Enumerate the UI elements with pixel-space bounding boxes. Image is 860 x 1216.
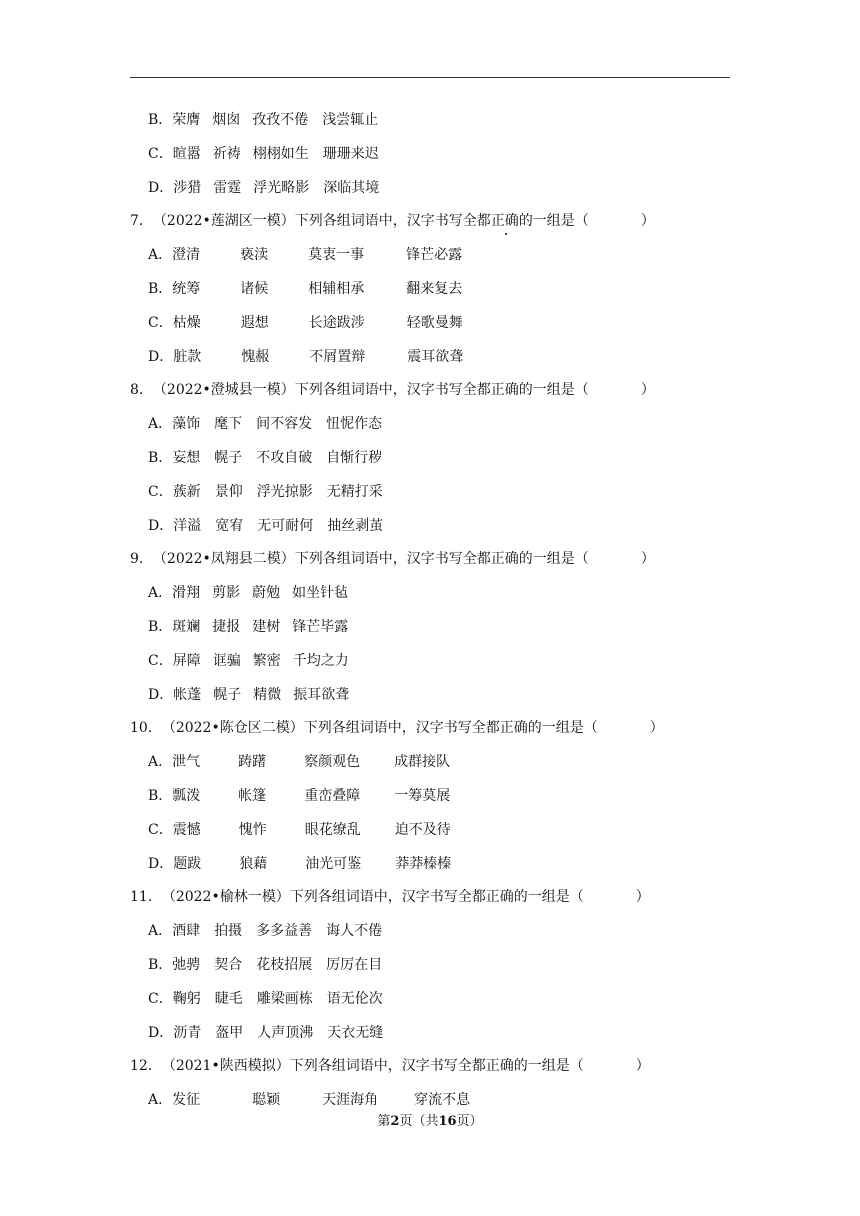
option-label: B． xyxy=(148,450,173,466)
question-stem xyxy=(130,880,650,914)
answer-option xyxy=(148,306,463,340)
option-word: 相辅相承 xyxy=(308,281,365,297)
footer-total-pages: 16 xyxy=(438,1114,457,1129)
option-word: 遐想 xyxy=(240,314,269,331)
option-word: 浮光掠影 xyxy=(256,483,313,500)
option-word: 契合 xyxy=(214,957,243,973)
question-source: （2022•凤翔县二模） xyxy=(152,551,295,568)
option-word: 眼花缭乱 xyxy=(304,821,361,838)
option-word: 长途跋涉 xyxy=(308,314,365,331)
option-word: 烟囱 xyxy=(212,112,241,128)
question-number: 10． xyxy=(130,720,162,737)
option-word: 孜孜不倦 xyxy=(252,112,309,128)
option-word: 洋溢 xyxy=(173,517,202,534)
answer-blank-close: ） xyxy=(649,720,664,737)
option-label: A． xyxy=(148,754,173,771)
option-word: 语无伦次 xyxy=(326,990,383,1007)
option-word: 诓骗 xyxy=(212,652,241,669)
option-word: 聪颖 xyxy=(252,1092,281,1109)
option-word: 轻歌曼舞 xyxy=(406,314,463,331)
option-word: 祈祷 xyxy=(212,145,241,162)
answer-option xyxy=(148,441,382,475)
option-word: 蔚勉 xyxy=(252,585,281,602)
question-source: （2022•莲湖区一模） xyxy=(152,213,295,230)
option-label: A． xyxy=(148,247,173,264)
option-word: 荣膺 xyxy=(172,112,201,128)
option-word: 景仰 xyxy=(214,483,243,500)
option-word: 发征 xyxy=(172,1092,201,1109)
option-word: 宽宥 xyxy=(215,517,244,534)
option-word: 涉猎 xyxy=(173,179,202,196)
option-word: 拍摄 xyxy=(214,923,243,940)
option-word: 建树 xyxy=(252,619,281,635)
option-word: 斑斓 xyxy=(172,619,201,635)
answer-option xyxy=(148,847,451,881)
option-word: 屏障 xyxy=(172,652,201,669)
option-word: 题跋 xyxy=(173,855,202,872)
page-footer xyxy=(0,1110,860,1129)
option-label: A． xyxy=(148,1092,173,1109)
answer-option xyxy=(148,576,348,610)
option-word: 忸怩作态 xyxy=(326,416,383,433)
option-word: 幌子 xyxy=(214,450,243,466)
answer-option xyxy=(148,1016,383,1050)
option-word: 千均之力 xyxy=(292,652,349,669)
option-word: 诲人不倦 xyxy=(326,923,383,940)
answer-option xyxy=(148,171,379,205)
question-stem xyxy=(130,1049,650,1083)
question-stem xyxy=(130,373,655,407)
option-word: 自惭行秽 xyxy=(326,450,383,466)
option-word: 莽莽榛榛 xyxy=(395,855,452,872)
footer-page-number: 2 xyxy=(390,1114,400,1129)
option-word: 锋芒毕露 xyxy=(292,619,349,635)
option-word: 栩栩如生 xyxy=(252,145,309,162)
option-word: 脏款 xyxy=(173,348,202,365)
option-word: 愧赧 xyxy=(241,348,270,365)
option-word: 愧怍 xyxy=(238,821,267,838)
option-label: D． xyxy=(148,348,174,365)
question-text-emphasis: 正确 xyxy=(491,204,519,238)
option-word: 迫不及待 xyxy=(394,821,451,838)
option-label: D． xyxy=(148,517,174,534)
answer-option xyxy=(148,745,450,779)
option-word: 不攻自破 xyxy=(256,450,313,466)
option-word: 人声顶沸 xyxy=(257,1024,314,1041)
option-word: 帐篷 xyxy=(238,788,267,804)
option-word: 酒肆 xyxy=(172,923,201,940)
answer-blank-close: ） xyxy=(635,1058,650,1075)
answer-option xyxy=(148,982,383,1016)
answer-option xyxy=(148,238,462,272)
option-word: 震憾 xyxy=(172,821,201,838)
option-word: 浅尝辄止 xyxy=(322,112,379,128)
question-text: 下列各组词语中，汉字书写全都正确的一组是（ xyxy=(294,382,589,399)
answer-blank-close: ） xyxy=(640,213,655,230)
question-text: 下列各组词语中，汉字书写全都 xyxy=(294,213,491,230)
question-number: 11． xyxy=(130,889,162,906)
option-label: C． xyxy=(148,483,173,500)
answer-option xyxy=(148,678,349,712)
option-label: C． xyxy=(148,145,173,162)
question-stem xyxy=(130,204,655,238)
option-word: 油光可鉴 xyxy=(305,855,362,872)
option-word: 澄清 xyxy=(172,247,201,264)
option-label: D． xyxy=(148,179,174,196)
answer-option xyxy=(148,948,382,982)
option-word: 无精打采 xyxy=(326,483,383,500)
option-label: D． xyxy=(148,686,174,703)
option-word: 狼藉 xyxy=(239,855,268,872)
option-word: 帐蓬 xyxy=(173,686,202,703)
option-word: 暄嚣 xyxy=(172,145,201,162)
option-word: 睫毛 xyxy=(214,990,243,1007)
option-label: C． xyxy=(148,652,173,669)
footer-prefix: 第 xyxy=(377,1114,391,1129)
option-word: 踌躇 xyxy=(238,754,267,771)
option-word: 繁密 xyxy=(252,652,281,669)
option-word: 穿流不息 xyxy=(414,1092,471,1109)
option-word: 瓢泼 xyxy=(172,788,201,804)
option-word: 成群接队 xyxy=(394,754,451,771)
answer-option xyxy=(148,475,383,509)
option-label: C． xyxy=(148,821,173,838)
option-word: 诸候 xyxy=(240,281,269,297)
option-word: 重峦叠障 xyxy=(304,788,361,804)
question-number: 8． xyxy=(130,382,153,399)
option-word: 枯燥 xyxy=(172,314,201,331)
option-word: 无可耐何 xyxy=(257,517,314,534)
option-word: 盔甲 xyxy=(215,1024,244,1041)
option-label: D． xyxy=(148,855,174,872)
option-word: 亵渎 xyxy=(240,247,269,264)
option-word: 察颜观色 xyxy=(304,754,361,771)
footer-suffix: 页） xyxy=(456,1114,483,1129)
option-word: 精微 xyxy=(253,686,282,703)
question-source: （2022•榆林一模） xyxy=(161,889,290,906)
header-rule xyxy=(130,77,730,78)
option-word: 蔟新 xyxy=(172,483,201,500)
answer-blank-close: ） xyxy=(640,382,655,399)
option-label: B． xyxy=(148,281,173,297)
option-label: B． xyxy=(148,788,173,804)
answer-option xyxy=(148,813,451,847)
answer-option xyxy=(148,779,450,813)
option-word: 泄气 xyxy=(172,754,201,771)
option-word: 雕梁画栋 xyxy=(256,990,313,1007)
option-label: B． xyxy=(148,619,173,635)
answer-option xyxy=(148,509,383,543)
option-word: 锋芒必露 xyxy=(406,247,463,264)
option-word: 翻来复去 xyxy=(406,281,463,297)
answer-option xyxy=(148,340,463,374)
answer-option xyxy=(148,644,349,678)
option-word: 天衣无缝 xyxy=(327,1024,384,1041)
answer-blank-close: ） xyxy=(640,551,655,568)
option-label: A． xyxy=(148,585,173,602)
question-number: 9． xyxy=(130,551,153,568)
option-label: C． xyxy=(148,314,173,331)
answer-option xyxy=(148,914,382,948)
option-word: 剪影 xyxy=(212,585,241,602)
option-word: 震耳欲聋 xyxy=(407,348,464,365)
option-word: 统筹 xyxy=(172,281,201,297)
option-word: 沥青 xyxy=(173,1024,202,1041)
option-label: A． xyxy=(148,923,173,940)
option-word: 如坐针毡 xyxy=(292,585,349,602)
question-source: （2022•陈仓区二模） xyxy=(161,720,304,737)
question-number: 7． xyxy=(130,213,153,230)
option-word: 麾下 xyxy=(214,416,243,433)
option-word: 多多益善 xyxy=(256,923,313,940)
option-word: 妄想 xyxy=(172,450,201,466)
question-source: （2022•澄城县一模） xyxy=(152,382,295,399)
answer-option xyxy=(148,103,378,137)
answer-option xyxy=(148,407,382,441)
option-label: D． xyxy=(148,1024,174,1041)
question-text: 下列各组词语中，汉字书写全都正确的一组是（ xyxy=(289,1058,584,1075)
option-word: 间不容发 xyxy=(256,416,313,433)
option-word: 捷报 xyxy=(212,619,241,635)
option-word: 厉厉在目 xyxy=(326,957,383,973)
option-word: 一筹莫展 xyxy=(394,788,451,804)
option-word: 抽丝剥茧 xyxy=(327,517,384,534)
option-word: 不屑置辩 xyxy=(309,348,366,365)
question-text: 下列各组词语中，汉字书写全都正确的一组是（ xyxy=(303,720,598,737)
option-word: 鞠躬 xyxy=(172,990,201,1007)
option-label: B． xyxy=(148,957,173,973)
option-word: 滑翔 xyxy=(172,585,201,602)
answer-option xyxy=(148,610,348,644)
question-text: 下列各组词语中，汉字书写全都正确的一组是（ xyxy=(289,889,584,906)
option-word: 天涯海角 xyxy=(322,1092,379,1109)
option-label: A． xyxy=(148,416,173,433)
answer-blank-close: ） xyxy=(635,889,650,906)
option-word: 浮光略影 xyxy=(253,179,310,196)
option-word: 珊珊来迟 xyxy=(322,145,379,162)
option-label: B． xyxy=(148,112,173,128)
option-word: 振耳欲聋 xyxy=(293,686,350,703)
question-source: （2021•陕西模拟） xyxy=(161,1058,290,1075)
question-text-end: 的一组是（ xyxy=(518,213,589,230)
option-word: 幌子 xyxy=(213,686,242,703)
option-label: C． xyxy=(148,990,173,1007)
option-word: 藻饰 xyxy=(172,416,201,433)
answer-option xyxy=(148,137,379,171)
question-stem xyxy=(130,542,655,576)
question-stem xyxy=(130,711,664,745)
option-word: 深临其境 xyxy=(323,179,380,196)
question-text: 下列各组词语中，汉字书写全都正确的一组是（ xyxy=(294,551,589,568)
answer-option xyxy=(148,272,462,306)
option-word: 弛骋 xyxy=(172,957,201,973)
option-word: 莫衷一事 xyxy=(308,247,365,264)
option-word: 雷霆 xyxy=(213,179,242,196)
footer-middle: 页（共 xyxy=(399,1114,439,1129)
option-word: 花枝招展 xyxy=(256,957,313,973)
question-number: 12． xyxy=(130,1058,162,1075)
